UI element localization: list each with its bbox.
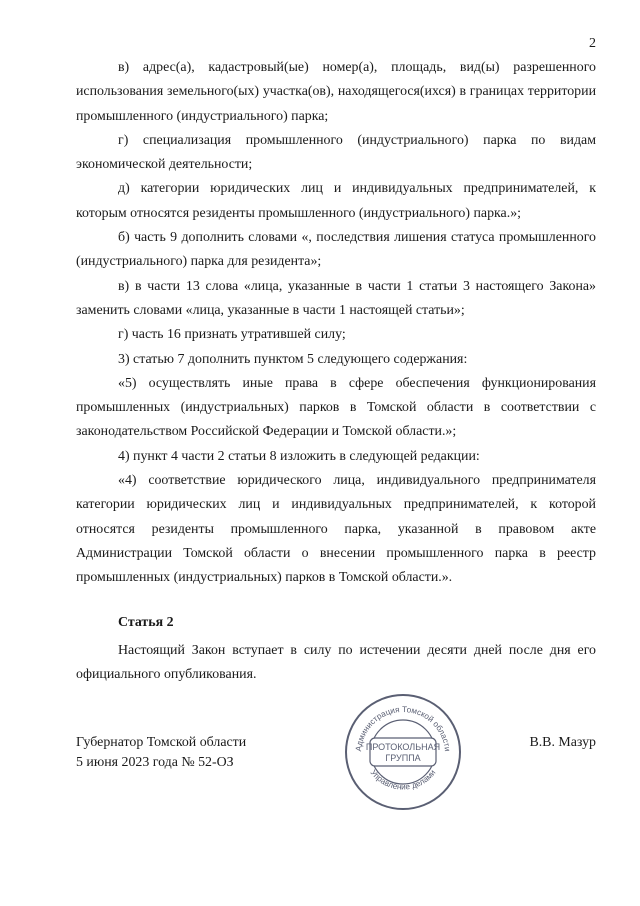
paragraph: г) часть 16 признать утратившей силу; xyxy=(118,327,346,343)
stamp-center-line1: ПРОТОКОЛЬНАЯ xyxy=(365,742,441,752)
paragraph: в) адрес(а), кадастровый(ые) номер(а), площадь, вид(ы) разрешенного использования земельного(ых) участка(ов), находящегося(ихся) в границах территории промышленного (индустриального) парка; xyxy=(76,60,596,124)
official-stamp xyxy=(343,692,463,812)
paragraph: д) категории юридических лиц и индивидуальных предпринимателей, к которым относятся резиденты промышленного (индустриального) парка.»; xyxy=(76,181,596,221)
article-text: Настоящий Закон вступает в силу по истечении десяти дней после дня его официального опубликования. xyxy=(76,643,596,683)
signer-name: В.В. Мазур xyxy=(529,735,596,750)
stamp-top-text: Администрация Томской области xyxy=(354,704,452,752)
paragraph: в) в части 13 слова «лица, указанные в части 1 статьи 3 настоящего Закона» заменить словами «лица, указанные в части 1 настоящей статьи»; xyxy=(76,278,596,318)
article-heading: Статья 2 xyxy=(118,615,174,630)
paragraph: г) специализация промышленного (индустриального) парка по видам экономической деятельности; xyxy=(76,132,596,173)
signer-title: Губернатор Томской области xyxy=(76,735,247,750)
stamp-bottom-text: Управление делами xyxy=(368,768,438,792)
paragraph: 4) пункт 4 части 2 статьи 8 изложить в следующей редакции: xyxy=(118,448,480,464)
paragraph: б) часть 9 дополнить словами «, последствия лишения статуса промышленного (индустриального) парка для резидента»; xyxy=(76,230,596,270)
paragraph: 3) статью 7 дополнить пунктом 5 следующего содержания: xyxy=(118,351,468,367)
paragraph: «4) соответствие юридического лица, индивидуального предпринимателя категории юридических лиц и индивидуальных предпринимателей, к которой относятся резиденты промышленного парка, указанной в правовом акте Администрации Томской области о внесении промышленного парка в реестр промышленных (индустриальных) парков в Томской области.». xyxy=(76,473,596,586)
article-body xyxy=(76,639,596,688)
law-date-number: 5 июня 2023 года № 52-ОЗ xyxy=(76,755,234,770)
page-number: 2 xyxy=(589,36,596,51)
document-body xyxy=(76,56,596,591)
paragraph: «5) осуществлять иные права в сфере обеспечения функционирования промышленных (индустриальных) парков в Томской области в соответствии с законодательством Российской Федерации и Томской области.»; xyxy=(76,375,596,440)
stamp-center-line2: ГРУППА xyxy=(385,753,421,763)
